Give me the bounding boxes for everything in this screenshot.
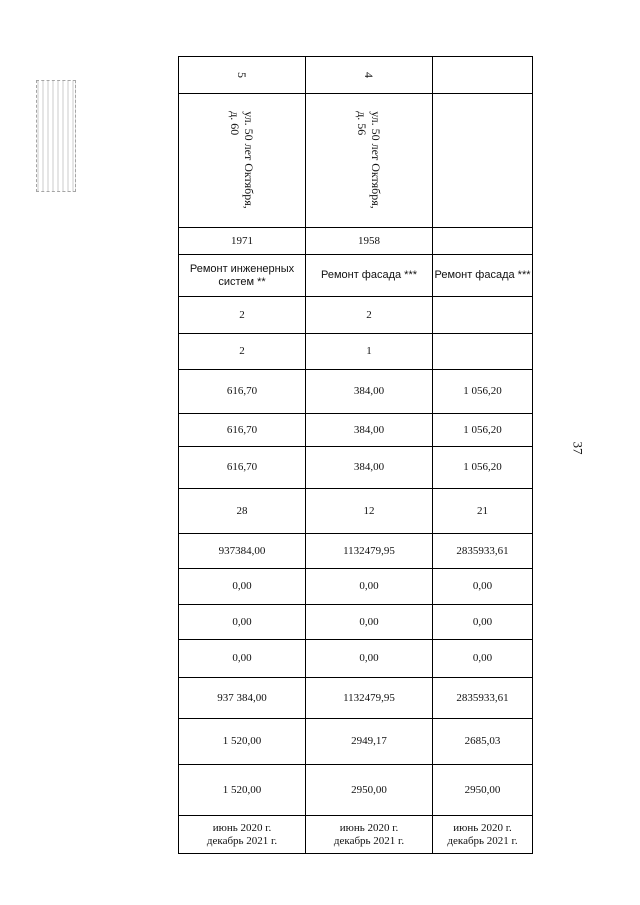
- value-row: [179, 719, 533, 765]
- value: 937384,00: [218, 544, 266, 557]
- value: 0,00: [359, 652, 379, 664]
- address: [228, 111, 256, 209]
- value: 2: [366, 308, 372, 321]
- value-cell: [306, 334, 433, 370]
- page-number: 37: [570, 441, 586, 455]
- value: 0,00: [359, 615, 379, 628]
- period-end: декабрь 2021 г.: [206, 834, 278, 847]
- year-cell: [179, 228, 306, 255]
- value: 616,70: [226, 423, 258, 436]
- value-cell: [306, 414, 433, 447]
- value: 384,00: [353, 423, 385, 436]
- value-cell: [179, 719, 306, 765]
- value-cell: [433, 534, 533, 569]
- period-end: декабрь 2021 г.: [447, 834, 518, 847]
- value: 1132479,95: [343, 691, 395, 704]
- value-cell: [179, 640, 306, 678]
- value-row: [179, 605, 533, 640]
- value-cell: [306, 489, 433, 534]
- work-type-cell: [433, 255, 533, 297]
- value: 0,00: [472, 615, 493, 628]
- header-row-number: [179, 57, 533, 94]
- value: 0,00: [232, 615, 252, 628]
- value: 1 056,20: [463, 385, 502, 397]
- value-cell: [179, 447, 306, 489]
- value: 2: [239, 345, 245, 357]
- value-cell: [179, 678, 306, 719]
- row-number: 5: [235, 71, 249, 78]
- stamp-image: [36, 80, 76, 192]
- value-cell: [433, 719, 533, 765]
- value-cell: [179, 414, 306, 447]
- year-cell: [433, 228, 533, 255]
- value-cell: [306, 297, 433, 334]
- value-cell: [433, 765, 533, 816]
- value-cell: [179, 489, 306, 534]
- value: 2685,03: [464, 735, 501, 747]
- value: 616,70: [226, 385, 258, 397]
- value: 21: [477, 504, 488, 517]
- data-table: [178, 56, 533, 854]
- value: 2949,17: [351, 735, 387, 747]
- period-row: [179, 816, 533, 854]
- work-type-line-1: Ремонт фасада ***: [320, 269, 418, 281]
- value-cell: [433, 370, 533, 414]
- value-cell: [433, 414, 533, 447]
- row-number-cell: [433, 57, 533, 94]
- value: 2835933,61: [456, 544, 509, 557]
- value-row: [179, 297, 533, 334]
- value-cell: [433, 640, 533, 678]
- value-cell: [433, 447, 533, 489]
- value-cell: [179, 370, 306, 414]
- value: 1132479,95: [343, 544, 395, 557]
- value: 0,00: [359, 580, 379, 592]
- period-start: июнь 2020 г.: [339, 821, 399, 834]
- address-line-2: д. 56: [355, 111, 369, 136]
- row-number-cell: [179, 57, 306, 94]
- value-cell: [433, 297, 533, 334]
- address-line-1: ул. 50 лет Октября,: [369, 111, 383, 209]
- value-cell: [433, 334, 533, 370]
- value-cell: [433, 569, 533, 605]
- period-cell: [306, 816, 433, 854]
- value: 2835933,61: [456, 691, 509, 704]
- period-cell: [179, 816, 306, 854]
- period-start: июнь 2020 г.: [453, 821, 512, 834]
- value: 1: [366, 345, 372, 357]
- value-cell: [179, 534, 306, 569]
- value-cell: [179, 334, 306, 370]
- value-cell: [306, 678, 433, 719]
- value: 0,00: [472, 580, 493, 592]
- address-line-2: д. 60: [228, 111, 242, 136]
- value-cell: [179, 569, 306, 605]
- address-text: [355, 111, 383, 209]
- value-row: [179, 414, 533, 447]
- value-row: [179, 569, 533, 605]
- value: 2950,00: [464, 783, 501, 796]
- work-type-row: [179, 255, 533, 297]
- work-type-cell: [179, 255, 306, 297]
- value-row: [179, 640, 533, 678]
- value-row: [179, 489, 533, 534]
- value-cell: [306, 447, 433, 489]
- value: 384,00: [353, 461, 385, 473]
- value-cell: [306, 534, 433, 569]
- value: 1 056,20: [463, 461, 502, 473]
- value: 937 384,00: [217, 691, 267, 704]
- year-cell: [306, 228, 433, 255]
- value-cell: [306, 605, 433, 640]
- value-cell: [306, 640, 433, 678]
- value: 2: [239, 308, 245, 321]
- value: 1 056,20: [463, 423, 502, 436]
- address-line-1: ул. 50 лет Октября,: [242, 111, 256, 209]
- value-cell: [306, 765, 433, 816]
- value-row: [179, 765, 533, 816]
- period-cell: [433, 816, 533, 854]
- work-type-line-1: Ремонт фасада ***: [434, 269, 531, 281]
- period-start: июнь 2020 г.: [212, 821, 272, 834]
- value: 28: [236, 504, 248, 517]
- value: 616,70: [226, 461, 258, 473]
- year: 1958: [358, 234, 380, 247]
- row-number: 4: [362, 71, 376, 78]
- value: 0,00: [232, 580, 252, 592]
- year: 1971: [231, 234, 253, 247]
- value: 1 520,00: [222, 783, 262, 796]
- value: 0,00: [232, 652, 252, 664]
- value-row: [179, 334, 533, 370]
- value-row: [179, 534, 533, 569]
- address-row: [179, 94, 533, 228]
- value: 384,00: [353, 385, 385, 397]
- row-number-cell: [306, 57, 433, 94]
- value: 12: [363, 504, 375, 517]
- work-type-cell: [306, 255, 433, 297]
- address-cell: [179, 94, 306, 228]
- address-cell: [433, 94, 533, 228]
- address-text: [228, 111, 256, 209]
- work-type-line-2: систем **: [218, 275, 266, 288]
- value-cell: [433, 605, 533, 640]
- value: 0,00: [472, 652, 493, 664]
- value-row: [179, 447, 533, 489]
- work-type-line-1: Ремонт инженерных: [189, 262, 295, 275]
- year-row: [179, 228, 533, 255]
- value: 1 520,00: [222, 735, 262, 747]
- value-cell: [306, 569, 433, 605]
- address-cell: [306, 94, 433, 228]
- value-row: [179, 370, 533, 414]
- value-cell: [433, 678, 533, 719]
- value-row: [179, 678, 533, 719]
- value-cell: [179, 605, 306, 640]
- value: 2950,00: [351, 783, 387, 796]
- value-cell: [179, 765, 306, 816]
- value-cell: [306, 370, 433, 414]
- period-end: декабрь 2021 г.: [333, 834, 405, 847]
- value-cell: [179, 297, 306, 334]
- value-cell: [433, 489, 533, 534]
- value-cell: [306, 719, 433, 765]
- address: [355, 111, 383, 209]
